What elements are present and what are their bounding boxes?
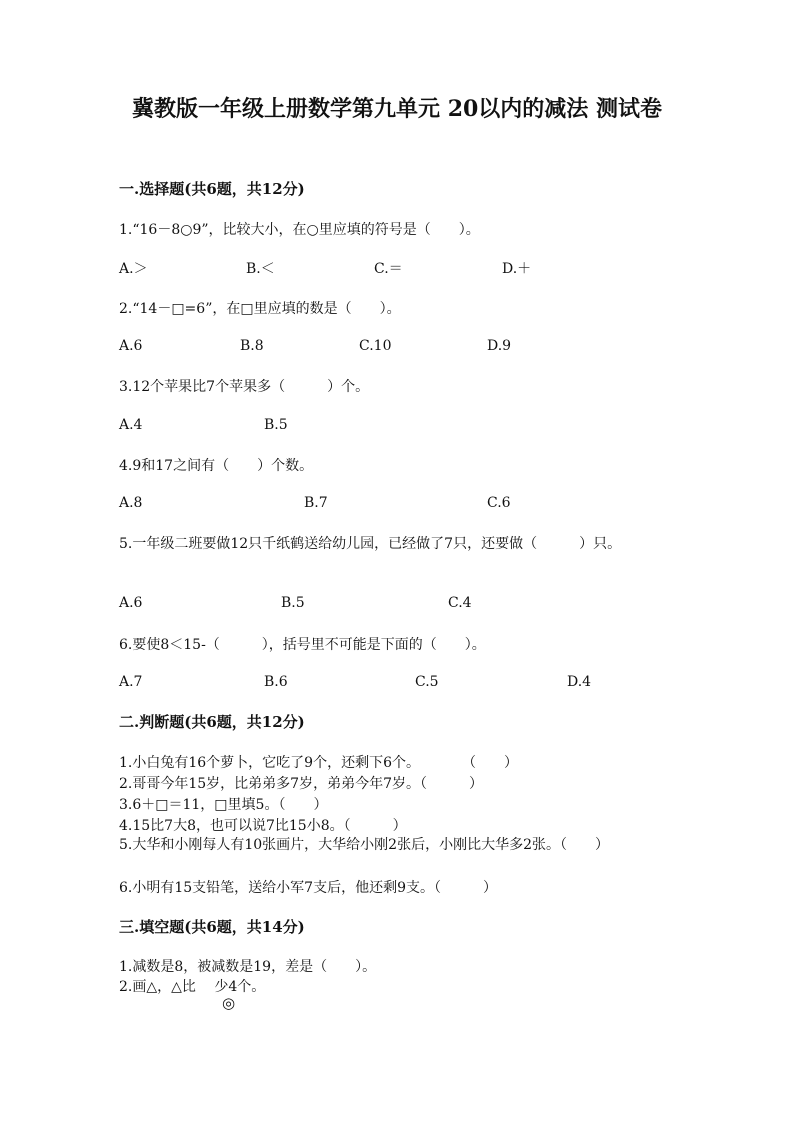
section-heading-fill: 三.填空题(共6题，共14分) bbox=[119, 918, 305, 936]
fill-item: 2.画△，△比 少4个。 bbox=[119, 979, 266, 995]
option: B.5 bbox=[264, 417, 288, 433]
fill-item: 1.减数是8，被减数是19，差是（ ）。 bbox=[119, 959, 377, 975]
option: A.6 bbox=[119, 338, 143, 354]
judge-item: 4.15比7大8，也可以说7比15小8。（ ） bbox=[119, 818, 407, 834]
option: C.4 bbox=[448, 595, 472, 611]
option: C.6 bbox=[487, 495, 511, 511]
option: A.7 bbox=[119, 674, 143, 690]
option: B.8 bbox=[240, 338, 264, 354]
option: A.4 bbox=[119, 417, 143, 433]
question-stem: 4.9和17之间有（ ）个数。 bbox=[119, 458, 314, 474]
option: A.＞ bbox=[119, 261, 148, 277]
judge-item: 3.6＋□＝11，□里填5。（ ） bbox=[119, 797, 328, 813]
judge-item: 2.哥哥今年15岁，比弟弟多7岁，弟弟今年7岁。（ ） bbox=[119, 776, 483, 792]
section-heading-judge: 二.判断题(共6题，共12分) bbox=[119, 713, 305, 731]
option: A.6 bbox=[119, 595, 143, 611]
judge-item: 6.小明有15支铅笔，送给小军7支后，他还剩9支。（ ） bbox=[119, 880, 497, 896]
judge-item: 5.大华和小刚每人有10张画片，大华给小刚2张后，小刚比大华多2张。（ ） bbox=[119, 837, 609, 853]
option: C.10 bbox=[359, 338, 392, 354]
option: B.6 bbox=[264, 674, 288, 690]
option: B.7 bbox=[304, 495, 328, 511]
question-stem: 2.“14－□=6”，在□里应填的数是（ ）。 bbox=[119, 301, 401, 317]
option: B.＜ bbox=[246, 261, 275, 277]
question-stem: 6.要使8＜15-（ ），括号里不可能是下面的（ ）。 bbox=[119, 637, 486, 653]
option: D.9 bbox=[487, 338, 512, 354]
judge-item: 1.小白兔有16个萝卜，它吃了9个，还剩下6个。 （ ） bbox=[119, 755, 518, 771]
question-stem: 1.“16－8○9”，比较大小，在○里应填的符号是（ ）。 bbox=[119, 222, 480, 238]
option: A.8 bbox=[119, 495, 143, 511]
double-circle-icon: ◎ bbox=[222, 994, 236, 1012]
question-stem: 3.12个苹果比7个苹果多（ ）个。 bbox=[119, 379, 370, 395]
question-stem: 5.一年级二班要做12只千纸鹤送给幼儿园，已经做了7只，还要做（ ）只。 bbox=[119, 536, 622, 552]
page-title: 冀教版一年级上册数学第九单元 20以内的减法 测试卷 bbox=[132, 96, 662, 122]
option: C.5 bbox=[415, 674, 439, 690]
section-heading-choice: 一.选择题(共6题，共12分) bbox=[119, 180, 305, 198]
option: C.＝ bbox=[374, 261, 403, 277]
option: D.4 bbox=[567, 674, 592, 690]
option: B.5 bbox=[281, 595, 305, 611]
option: D.＋ bbox=[502, 261, 532, 277]
